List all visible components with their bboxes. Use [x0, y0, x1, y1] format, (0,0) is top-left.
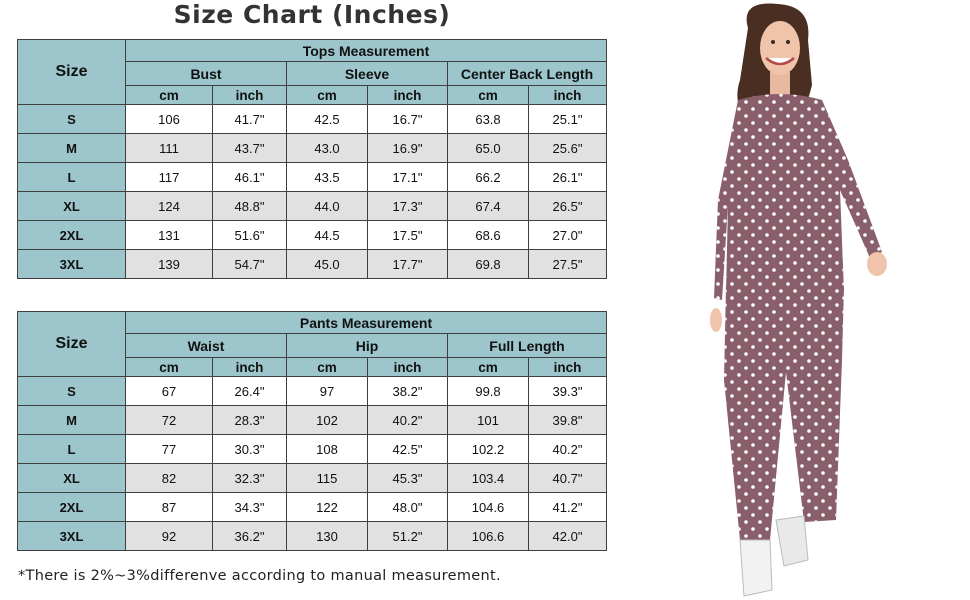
unit-header: inch [529, 86, 607, 105]
length-inch-cell: 26.1" [529, 163, 607, 192]
waist-inch-cell: 34.3" [213, 493, 287, 522]
unit-header: cm [448, 358, 529, 377]
full-length-cm-cell: 102.2 [448, 435, 529, 464]
sleeve-inch-cell: 16.9" [368, 134, 448, 163]
size-label: L [18, 163, 126, 192]
bust-header: Bust [126, 62, 287, 86]
size-header: Size [18, 312, 126, 377]
length-inch-cell: 25.1" [529, 105, 607, 134]
unit-header: cm [126, 358, 213, 377]
waist-cm-cell: 82 [126, 464, 213, 493]
size-label: XL [18, 464, 126, 493]
full-length-inch-cell: 39.8" [529, 406, 607, 435]
waist-cm-cell: 92 [126, 522, 213, 551]
table-row [18, 377, 607, 406]
unit-header: cm [287, 86, 368, 105]
size-label: M [18, 406, 126, 435]
full-length-header: Full Length [448, 334, 607, 358]
table-row [18, 406, 607, 435]
unit-header: cm [448, 86, 529, 105]
unit-header: inch [529, 358, 607, 377]
bust-cm-cell: 117 [126, 163, 213, 192]
unit-header: cm [126, 86, 213, 105]
pants-size-table [17, 311, 607, 551]
full-length-inch-cell: 40.7" [529, 464, 607, 493]
length-inch-cell: 27.5" [529, 250, 607, 279]
bust-inch-cell: 41.7" [213, 105, 287, 134]
size-label: M [18, 134, 126, 163]
length-cm-cell: 65.0 [448, 134, 529, 163]
bust-cm-cell: 139 [126, 250, 213, 279]
table-row [18, 163, 607, 192]
sleeve-inch-cell: 17.3" [368, 192, 448, 221]
size-label: 3XL [18, 250, 126, 279]
size-label: 2XL [18, 493, 126, 522]
bust-inch-cell: 46.1" [213, 163, 287, 192]
sleeve-cm-cell: 43.5 [287, 163, 368, 192]
bust-inch-cell: 54.7" [213, 250, 287, 279]
waist-inch-cell: 30.3" [213, 435, 287, 464]
sleeve-inch-cell: 17.1" [368, 163, 448, 192]
sleeve-cm-cell: 45.0 [287, 250, 368, 279]
size-label: XL [18, 192, 126, 221]
table-row [18, 221, 607, 250]
size-label: L [18, 435, 126, 464]
length-cm-cell: 67.4 [448, 192, 529, 221]
table-row [18, 464, 607, 493]
unit-header: inch [213, 86, 287, 105]
waist-cm-cell: 87 [126, 493, 213, 522]
hip-inch-cell: 38.2" [368, 377, 448, 406]
bust-inch-cell: 43.7" [213, 134, 287, 163]
size-chart-title: Size Chart (Inches) [173, 0, 451, 29]
size-label: 2XL [18, 221, 126, 250]
sleeve-inch-cell: 17.7" [368, 250, 448, 279]
sleeve-header: Sleeve [287, 62, 448, 86]
full-length-cm-cell: 101 [448, 406, 529, 435]
waist-header: Waist [126, 334, 287, 358]
hip-cm-cell: 102 [287, 406, 368, 435]
waist-cm-cell: 72 [126, 406, 213, 435]
length-cm-cell: 63.8 [448, 105, 529, 134]
bust-inch-cell: 48.8" [213, 192, 287, 221]
bust-cm-cell: 111 [126, 134, 213, 163]
hip-inch-cell: 42.5" [368, 435, 448, 464]
size-header: Size [18, 40, 126, 105]
full-length-inch-cell: 41.2" [529, 493, 607, 522]
hip-cm-cell: 122 [287, 493, 368, 522]
full-length-inch-cell: 42.0" [529, 522, 607, 551]
unit-header: inch [368, 86, 448, 105]
table-row [18, 522, 607, 551]
bust-inch-cell: 51.6" [213, 221, 287, 250]
waist-cm-cell: 77 [126, 435, 213, 464]
size-label: S [18, 105, 126, 134]
length-cm-cell: 69.8 [448, 250, 529, 279]
full-length-cm-cell: 99.8 [448, 377, 529, 406]
waist-cm-cell: 67 [126, 377, 213, 406]
center-back-length-header: Center Back Length [448, 62, 607, 86]
full-length-cm-cell: 103.4 [448, 464, 529, 493]
length-cm-cell: 66.2 [448, 163, 529, 192]
unit-header: inch [213, 358, 287, 377]
hip-inch-cell: 48.0" [368, 493, 448, 522]
sleeve-cm-cell: 44.5 [287, 221, 368, 250]
measurement-note: *There is 2%~3%differenve according to manual measurement. [18, 568, 501, 584]
pants-measurement-header: Pants Measurement [126, 312, 607, 334]
waist-inch-cell: 32.3" [213, 464, 287, 493]
tops-size-table [17, 39, 607, 279]
bust-cm-cell: 106 [126, 105, 213, 134]
hip-cm-cell: 108 [287, 435, 368, 464]
table-row [18, 105, 607, 134]
hip-inch-cell: 40.2" [368, 406, 448, 435]
length-inch-cell: 25.6" [529, 134, 607, 163]
table-row [18, 435, 607, 464]
size-label: S [18, 377, 126, 406]
full-length-inch-cell: 40.2" [529, 435, 607, 464]
waist-inch-cell: 26.4" [213, 377, 287, 406]
table-row [18, 250, 607, 279]
sleeve-inch-cell: 17.5" [368, 221, 448, 250]
length-inch-cell: 26.5" [529, 192, 607, 221]
size-label: 3XL [18, 522, 126, 551]
full-length-cm-cell: 104.6 [448, 493, 529, 522]
sleeve-cm-cell: 44.0 [287, 192, 368, 221]
hip-cm-cell: 130 [287, 522, 368, 551]
bust-cm-cell: 124 [126, 192, 213, 221]
table-row [18, 493, 607, 522]
hip-inch-cell: 45.3" [368, 464, 448, 493]
waist-inch-cell: 28.3" [213, 406, 287, 435]
table-row [18, 134, 607, 163]
length-cm-cell: 68.6 [448, 221, 529, 250]
model-photo [700, 0, 970, 600]
sleeve-cm-cell: 42.5 [287, 105, 368, 134]
hip-cm-cell: 115 [287, 464, 368, 493]
full-length-inch-cell: 39.3" [529, 377, 607, 406]
table-row [18, 192, 607, 221]
sleeve-cm-cell: 43.0 [287, 134, 368, 163]
length-inch-cell: 27.0" [529, 221, 607, 250]
unit-header: inch [368, 358, 448, 377]
unit-header: cm [287, 358, 368, 377]
full-length-cm-cell: 106.6 [448, 522, 529, 551]
bust-cm-cell: 131 [126, 221, 213, 250]
sleeve-inch-cell: 16.7" [368, 105, 448, 134]
hip-header: Hip [287, 334, 448, 358]
tops-measurement-header: Tops Measurement [126, 40, 607, 62]
hip-cm-cell: 97 [287, 377, 368, 406]
waist-inch-cell: 36.2" [213, 522, 287, 551]
hip-inch-cell: 51.2" [368, 522, 448, 551]
